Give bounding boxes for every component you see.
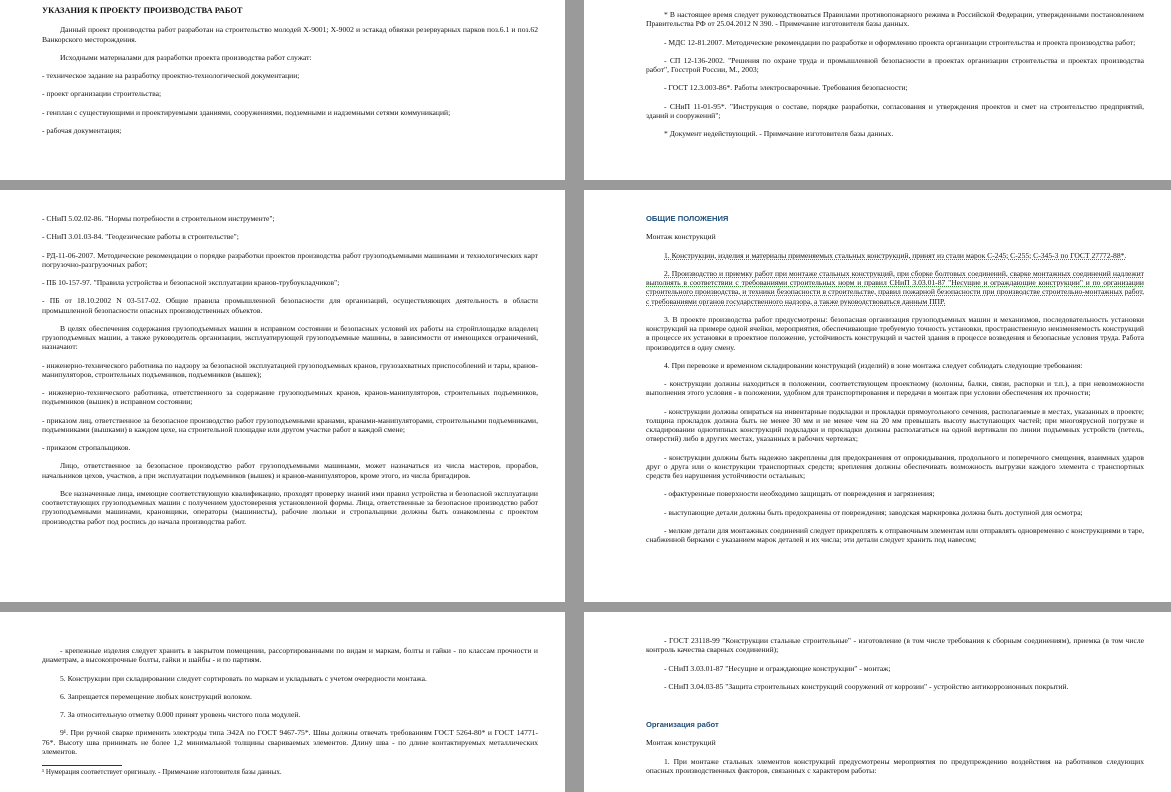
list-item: - ГОСТ 12.3.003-86*. Работы электросварочные. Требования безопасности; <box>664 83 908 93</box>
list-item: - мелкие детали для монтажных соединений следует прикреплять к отправочным элементам или отправлять одновременно с конструкциями в таре, снабженной бирками с указанием марок деталей и их числа; эти детали следует хранить под навесом; <box>646 525 1144 544</box>
list-item: - конструкции должны быть надежно закреплены для предохранения от опрокидывания, продольного и поперечного смещения, взаимных ударов друг о друга или о конструкции транспортных средств; крепления должны обеспечивать возможность выгрузки каждого элемента с транспортных средств без нарушения устойчивости остальных; <box>646 452 1144 480</box>
list-item: - СНиП 5.02.02-86. "Нормы потребности в строительном инструменте"; <box>42 214 275 223</box>
subsection-heading: Монтаж конструкций <box>646 232 716 242</box>
list-item: - приказом лиц, ответственное за безопасное производство работ грузоподъемными кранами, кранами-манипуляторами, строительными подъемниками, подъемниками (вышками) в каждом цехе, на строительной площадке или другом участке работ в каждой смене; <box>42 415 538 434</box>
paragraph: Исходными материалами для разработки проекта производства работ служат: <box>60 52 312 62</box>
footnote-separator <box>42 765 122 766</box>
paragraph: 1. При монтаже стальных элементов конструкций предусмотрены мероприятия по предупреждению воздействия на работников следующих опасных производственных факторов, связанных с характером работы: <box>646 756 1144 775</box>
list-item: - СНиП 3.04.03-85 "Защита строительных конструкций сооружений от коррозии" - устройство антикоррозионных покрытий. <box>664 681 1069 691</box>
list-item: - ПБ от 18.10.2002 N 03-517-02. Общие правила промышленной безопасности для организаций, осуществляющих деятельность в области промышленной безопасности опасных производственных объектов. <box>42 296 538 315</box>
list-item: - МДС 12-81.2007. Методические рекомендации по разработке и оформлению проекта организации строительства и проекта производства работ; <box>664 37 1136 47</box>
paragraph: 9¹. При ручной сварке применить электроды типа Э42А по ГОСТ 9467-75*. Швы должны отвечать требованиям ГОСТ 5264-80* и ГОСТ 14771-76*. Высоту шва принимать не более 1,2 минимальной толщины свариваемых элементов. Длину шва - по длине контактируемых металлических элементов. <box>42 728 538 756</box>
list-item: - генплан с существующими и проектируемыми зданиями, сооружениями, подземными и надземными сетями коммуникаций; <box>42 107 451 117</box>
list-item: - СНиП 11-01-95*. "Инструкция о составе, порядке разработки, согласования и утверждения проектов и смет на строительство предприятий, зданий и сооружений"; <box>646 101 1144 120</box>
list-item: - СНиП 3.01.03-84. "Геодезические работы в строительстве"; <box>42 232 239 242</box>
paragraph: В целях обеспечения содержания грузоподъемных машин в исправном состоянии и безопасных условий их работы на стройплощадке владелец грузоподъемных машин, а также руководитель организации, эксплуатирующей грузоподъемные машины, в зависимости от имеющихся ограничений, назначают: <box>42 323 538 352</box>
document-page-4 <box>584 190 1171 602</box>
note-paragraph: * В настоящее время следует руководствоваться Правилами противопожарного режима в Российской Федерации, утвержденными постановлением Правительства РФ от 25.04.2012 N 390. - Примечание изготовителя базы данных. <box>646 10 1144 29</box>
list-item: - СНиП 3.03.01-87 "Несущие и ограждающие конструкции" - монтаж; <box>664 663 891 673</box>
paragraph: Все назначенные лица, имеющие соответствующую квалификацию, проходят проверку знаний ими правил устройства и безопасной эксплуатации соответствующих грузоподъемных машин с получением удостоверения установленной формы. Лица, ответственные за безопасное производство работ грузоподъемными машинами, крановщики, операторы (машинисты), рабочие люльки и стропальщики должны быть ознакомлены с проектом производства работ под роспись до начала производства работ. <box>42 488 538 526</box>
list-item: - СП 12-136-2002. "Решения по охране труда и промышленной безопасности в проектах организации строительства и проектах производства работ", Госстрой России, М., 2003; <box>646 55 1144 74</box>
paragraph: Данный проект производства работ разработан на строительство молодей Х-9001; Х-9002 и эстакад обвязки резервуарных парков поз.6.1 и поз.62 Ванкорского месторождения. <box>42 25 538 44</box>
paragraph: 7. За относительную отметку 0.000 принят уровень чистого пола модулей. <box>60 710 301 719</box>
list-item: - ГОСТ 23118-99 "Конструкции стальные строительные" - изготовление (в том числе требования к сборным соединениям), приемка (в том числе контроль качества сварных соединений); <box>646 636 1144 655</box>
list-item: - приказом стропальщиков. <box>42 443 131 452</box>
document-page-6 <box>584 612 1171 792</box>
list-item: - ПБ 10-157-97. "Правила устройства и безопасной эксплуатации кранов-трубоукладчиков"; <box>42 278 340 287</box>
document-page-5 <box>0 612 565 792</box>
paragraph: 3. В проекте производства работ предусмотрены: безопасная организация грузоподъемных машин и механизмов, последовательность установки конструкций на примере одной ячейки, мероприятия, обеспечивающие требуемую точность установки, пространственную неизменяемость конструкций в процессе их установки в проектное положение, устойчивость конструкций и частей здания в процессе возведения и безопасные условия труда. Работа производится в одну смену. <box>646 314 1144 352</box>
subsection-heading: Монтаж конструкций <box>646 738 716 748</box>
paragraph: 2. Производство и приемку работ при монтаже стальных конструкций, при сборке болтовых соединений, сварке монтажных соединений надлежит выполнять в соответствии с требованиями строительных норм и правил СНиП 3.03.01-87 "Несущие и ограждающие конструкции" и по организации строительного производства, и техники безопасности в строительстве, правил пожарной безопасности при производстве строительно-монтажных работ, с требованиями органов государственного надзора, а также руководствоваться данным ППР. <box>646 268 1144 306</box>
list-item: - конструкции должны находиться в положении, соответствующем проектному (колонны, балки, связи, распорки и т.п.), а при невозможности выполнения этого условия - в положении, удобном для транспортирования и передачи в монтаж при условии обеспечения их прочности; <box>646 379 1144 398</box>
page-title: УКАЗАНИЯ К ПРОЕКТУ ПРОИЗВОДСТВА РАБОТ <box>42 6 243 15</box>
paragraph: 4. При перевозке и временном складировании конструкций (изделий) в зоне монтажа следует соблюдать следующие требования: <box>664 360 1083 370</box>
note-paragraph: * Документ недействующий. - Примечание изготовителя базы данных. <box>664 129 894 138</box>
paragraph: 1. Конструкции, изделия и материалы применяемых стальных конструкций, принят из стали марок С-245; С-255; С-345-3 по ГОСТ 27772-88*. <box>664 250 1127 260</box>
section-heading: Организация работ <box>646 720 719 729</box>
list-item: - РД-11-06-2007. Методические рекомендации о порядке разработки проектов производства работ грузоподъемными машинами и технологических карт погрузочно-разгрузочных работ; <box>42 250 538 269</box>
list-item: - проект организации строительства; <box>42 89 162 99</box>
list-item: - техническое задание на разработку проектно-технологической документации; <box>42 71 300 80</box>
list-item: - выступающие детали должны быть предохранены от повреждения; заводская маркировка должна быть доступной для осмотра; <box>664 507 1083 517</box>
list-item: - офактуренные поверхности необходимо защищать от повреждения и загрязнения; <box>664 489 935 499</box>
list-item: - рабочая документация; <box>42 125 122 135</box>
footnote: ¹ Нумерация соответствует оригиналу. - Примечание изготовителя базы данных. <box>42 768 282 776</box>
paragraph: 6. Запрещается перемещение любых конструкций волоком. <box>60 691 252 701</box>
document-page-3 <box>0 190 565 602</box>
section-heading: ОБЩИЕ ПОЛОЖЕНИЯ <box>646 214 729 223</box>
list-item: - инженерно-технического работника по надзору за безопасной эксплуатацией грузоподъемных кранов, грузозахватных приспособлений и тары, кранов-манипуляторов, строительных подъемников, подъемников (вышек); <box>42 360 538 379</box>
document-page-2 <box>584 0 1171 180</box>
list-item: - конструкции должны опираться на инвентарные подкладки и прокладки прямоугольного сечения, располагаемые в местах, указанных в проекте; толщина прокладок должна быть не менее 30 мм и не менее чем на 20 мм превышать высоту выступающих частей; при многоярусной погрузке и складировании однотипных конструкций подкладки и прокладки должны располагаться на одной вертикали по линии подъемных устройств (петель, отверстий) либо в других местах, указанных в рабочих чертежах; <box>646 406 1144 444</box>
document-page-1 <box>0 0 565 180</box>
list-item: - инженерно-технического работника, ответственного за содержание грузоподъемных кранов, кранов-манипуляторов, строительных подъемников, подъемников (вышек) в исправном состоянии; <box>42 388 538 407</box>
paragraph: Лицо, ответственное за безопасное производство работ грузоподъемными машинами, может назначаться из числа мастеров, прорабов, начальников цехов, участков, а при эксплуатации подъемников (вышек) и кранов-манипуляторов, кроме этого, из числа бригадиров. <box>42 461 538 480</box>
list-item: - крепежные изделия следует хранить в закрытом помещении, рассортированными по видам и маркам, болты и гайки - по классам прочности и диаметрам, а высокопрочные болты, гайки и шайбы - и по партиям. <box>42 646 538 665</box>
paragraph: 5. Конструкции при складировании следует сортировать по маркам и укладывать с учетом очередности монтажа. <box>60 673 427 683</box>
